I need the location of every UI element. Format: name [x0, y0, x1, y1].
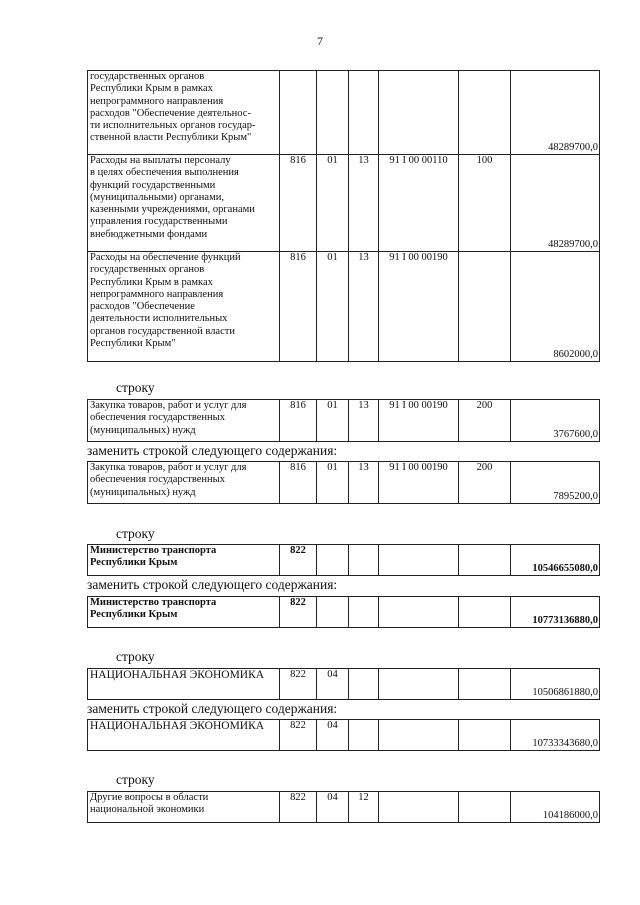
- pr-cell: 13: [349, 252, 379, 362]
- table-row: [88, 71, 600, 155]
- row-description: Закупка товаров, работ и услуг для обеспечения государственных (муниципальных) нужд: [88, 462, 280, 504]
- row-description: Министерство транспорта Республики Крым: [88, 545, 280, 576]
- vr-cell: 100: [459, 155, 511, 252]
- table-old-row-economy: [87, 668, 600, 700]
- row-description: Закупка товаров, работ и услуг для обеспечения государственных (муниципальных) нужд: [88, 400, 280, 442]
- table-row: [88, 720, 600, 751]
- page-number: 7: [317, 34, 323, 48]
- csr-cell: 91 I 00 00190: [379, 462, 459, 504]
- table-new-row-economy: [87, 719, 600, 751]
- pr-cell: [349, 597, 379, 628]
- row-description: Другие вопросы в области национальной экономики: [88, 792, 280, 823]
- row-description: НАЦИОНАЛЬНАЯ ЭКОНОМИКА: [88, 720, 280, 751]
- pr-cell: [349, 669, 379, 700]
- table-old-row-ministry: [87, 544, 600, 576]
- rz-cell: 01: [317, 462, 349, 504]
- table-row: [88, 792, 600, 823]
- csr-cell: [379, 545, 459, 576]
- table-new-row-procurement: [87, 461, 600, 504]
- ved-cell: 816: [280, 400, 317, 442]
- table-old-row-other-economy: [87, 791, 600, 823]
- vr-cell: [459, 597, 511, 628]
- table-row: [88, 252, 600, 362]
- csr-cell: [379, 669, 459, 700]
- row-label: строку: [116, 526, 155, 541]
- vr-cell: [459, 720, 511, 751]
- row-description: государственных органов Республики Крым в рамках непрограммного направления расходов "Обеспечение деятельнос- ти исполнительных органов государ- ственной власти Республики Крым": [88, 71, 280, 155]
- amount-cell: 10506861880,0: [511, 669, 600, 700]
- rz-cell: 01: [317, 155, 349, 252]
- vr-cell: [459, 792, 511, 823]
- budget-table-continuation: [87, 70, 600, 362]
- ved-cell: [280, 71, 317, 155]
- rz-cell: [317, 597, 349, 628]
- ved-cell: 822: [280, 792, 317, 823]
- vr-cell: 200: [459, 400, 511, 442]
- vr-cell: [459, 71, 511, 155]
- amount-cell: 3767600,0: [511, 400, 600, 442]
- rz-cell: 01: [317, 252, 349, 362]
- table-row: [88, 669, 600, 700]
- ved-cell: 822: [280, 597, 317, 628]
- rz-cell: [317, 71, 349, 155]
- amount-cell: 10546655080,0: [511, 545, 600, 576]
- amount-cell: 10773136880,0: [511, 597, 600, 628]
- table-row: [88, 545, 600, 576]
- ved-cell: 816: [280, 252, 317, 362]
- pr-cell: [349, 545, 379, 576]
- amount-cell: 48289700,0: [511, 155, 600, 252]
- rz-cell: 04: [317, 669, 349, 700]
- row-label: строку: [116, 649, 155, 664]
- replace-label: заменить строкой следующего содержания:: [87, 443, 338, 458]
- rz-cell: 01: [317, 400, 349, 442]
- row-description: НАЦИОНАЛЬНАЯ ЭКОНОМИКА: [88, 669, 280, 700]
- amount-cell: 10733343680,0: [511, 720, 600, 751]
- pr-cell: [349, 720, 379, 751]
- csr-cell: 91 I 00 00190: [379, 400, 459, 442]
- table-new-row-ministry: [87, 596, 600, 628]
- rz-cell: 04: [317, 720, 349, 751]
- ved-cell: 816: [280, 155, 317, 252]
- pr-cell: 13: [349, 400, 379, 442]
- rz-cell: [317, 545, 349, 576]
- amount-cell: 104186000,0: [511, 792, 600, 823]
- row-label: строку: [116, 380, 155, 395]
- row-description: Расходы на выплаты персоналу в целях обеспечения выполнения функций государственными (муниципальными) органами, казенными учреждениями, органами управления государственными внебюджетными фондами: [88, 155, 280, 252]
- row-label: строку: [116, 772, 155, 787]
- ved-cell: 822: [280, 545, 317, 576]
- pr-cell: 12: [349, 792, 379, 823]
- rz-cell: 04: [317, 792, 349, 823]
- vr-cell: [459, 252, 511, 362]
- csr-cell: 91 I 00 00110: [379, 155, 459, 252]
- amount-cell: 7895200,0: [511, 462, 600, 504]
- row-description: Министерство транспорта Республики Крым: [88, 597, 280, 628]
- pr-cell: [349, 71, 379, 155]
- csr-cell: [379, 597, 459, 628]
- csr-cell: [379, 71, 459, 155]
- csr-cell: [379, 720, 459, 751]
- amount-cell: 48289700,0: [511, 71, 600, 155]
- vr-cell: [459, 545, 511, 576]
- vr-cell: 200: [459, 462, 511, 504]
- table-row: [88, 155, 600, 252]
- table-row: [88, 462, 600, 504]
- replace-label: заменить строкой следующего содержания:: [87, 577, 338, 592]
- amount-cell: 8602000,0: [511, 252, 600, 362]
- csr-cell: 91 I 00 00190: [379, 252, 459, 362]
- pr-cell: 13: [349, 462, 379, 504]
- table-row: [88, 597, 600, 628]
- ved-cell: 822: [280, 720, 317, 751]
- table-old-row-procurement: [87, 399, 600, 442]
- ved-cell: 822: [280, 669, 317, 700]
- replace-label: заменить строкой следующего содержания:: [87, 701, 338, 716]
- ved-cell: 816: [280, 462, 317, 504]
- table-row: [88, 400, 600, 442]
- vr-cell: [459, 669, 511, 700]
- pr-cell: 13: [349, 155, 379, 252]
- row-description: Расходы на обеспечение функций государственных органов Республики Крым в рамках непрограммного направления расходов "Обеспечение деятельности исполнительных органов государственной власти Республики Крым": [88, 252, 280, 362]
- csr-cell: [379, 792, 459, 823]
